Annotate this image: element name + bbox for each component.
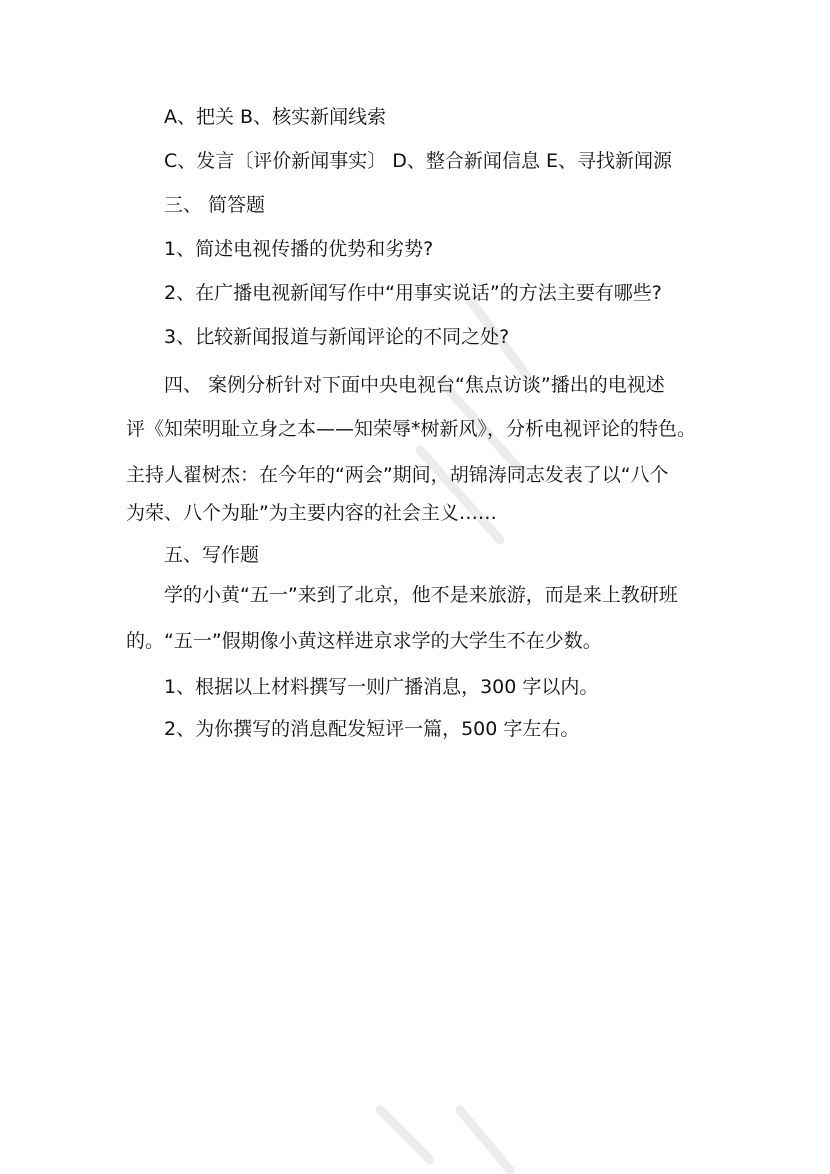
question-2: 2、在广播电视新闻写作中“用事实说话”的方法主要有哪些?	[164, 282, 662, 304]
section-heading-writing: 五、写作题	[164, 544, 260, 566]
question-3: 3、比较新闻报道与新闻评论的不同之处?	[164, 326, 510, 348]
case-host-line-1: 主持人翟树杰：在今年的“两会”期间，胡锦涛同志发表了以“八个	[126, 464, 669, 486]
question-1: 1、简述电视传播的优势和劣势?	[164, 238, 434, 260]
section-heading-short-answer: 三、 简答题	[164, 194, 266, 216]
option-line-ab: A、把关 B、核实新闻线索	[164, 106, 387, 128]
case-host-line-2: 为荣、八个为耻”为主要内容的社会主义……	[126, 502, 497, 524]
option-line-cde: C、发言〔评价新闻事实〕 D、整合新闻信息 E、寻找新闻源	[164, 150, 672, 172]
writing-task-1: 1、根据以上材料撰写一则广播消息，300 字以内。	[164, 676, 599, 698]
writing-material-line-1: 学的小黄“五一”来到了北京，他不是来旅游，而是来上教研班	[164, 584, 678, 606]
writing-material-line-2: 的。“五一”假期像小黄这样进京求学的大学生不在少数。	[126, 630, 602, 652]
case-analysis-continued: 评《知荣明耻立身之本——知荣辱*树新风》，分析电视评论的特色。	[126, 418, 697, 440]
section-heading-case-analysis: 四、 案例分析针对下面中央电视台“焦点访谈”播出的电视述	[164, 374, 665, 396]
writing-task-2: 2、为你撰写的消息配发短评一篇，500 字左右。	[164, 718, 580, 740]
watermark-stamp-lower	[380, 1110, 510, 1170]
